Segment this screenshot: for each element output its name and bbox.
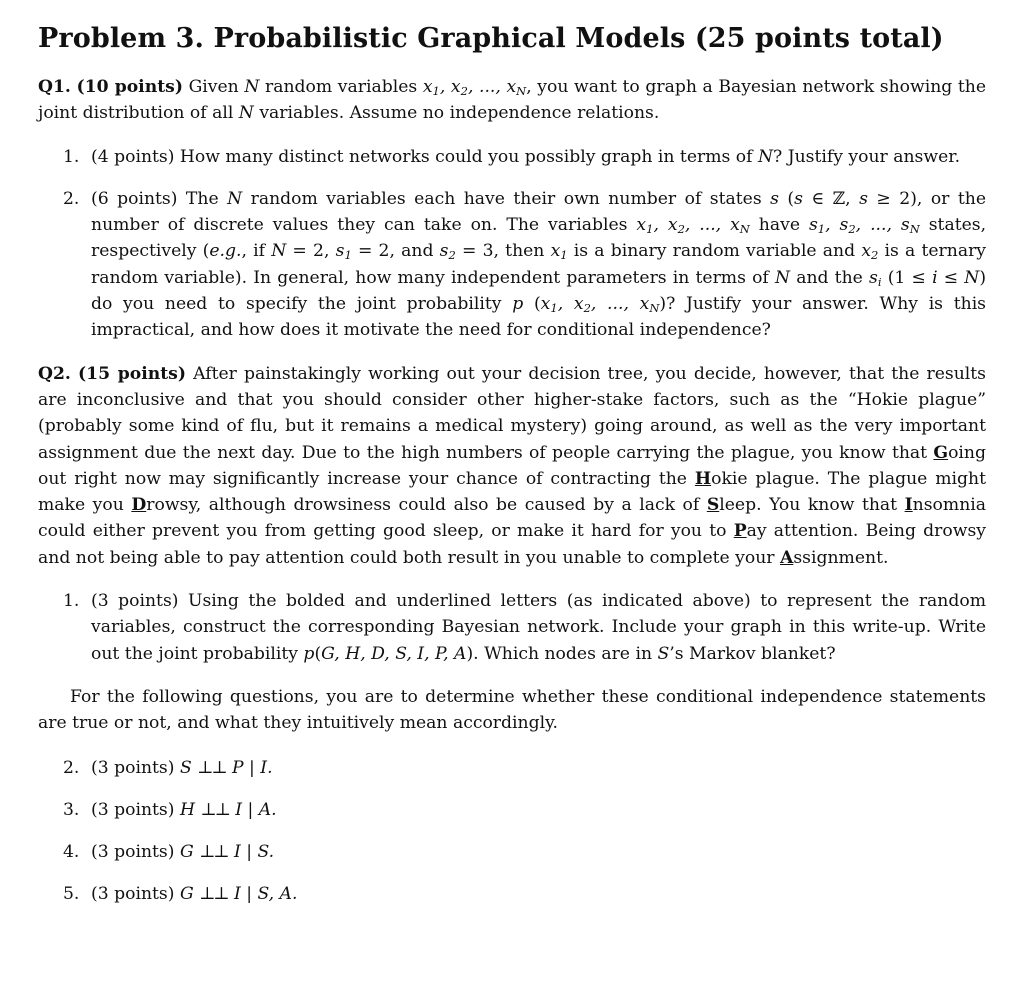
statement-item: 4. (3 points) G ⊥⊥ I | S.	[63, 842, 275, 863]
var-a-letter: A	[779, 547, 794, 568]
var-h-letter: H	[694, 468, 712, 489]
following-instructions: For the following questions, you are to determine whether these conditional independence statements are true or not, and what they intuitively mean accordingly.	[38, 686, 986, 734]
var-p-letter: P	[733, 521, 747, 542]
var-d-letter: D	[131, 495, 147, 516]
problem-page	[38, 22, 986, 908]
q1-item-1: 1. (4 points) How many distinct networks could you possibly graph in terms of N? Justify your answer.	[63, 146, 961, 167]
q2-subquestions	[38, 588, 986, 667]
independence-symbol: ⊥⊥	[193, 757, 229, 778]
q1-item-2: 2. (6 points) The N random variables each have their own number of states s (s ∈ ℤ, s ≥ 2), or the number of discrete values they can take on. The variables $x_1$, $x_2$, ..., $x_N$ have $s_1$, $s_2$, ..., $s_N$ states, respectively (e.g., if N = 2, $s_1 = 2$, and $s_2 = 3$, then $x_1$ is a binary random variable and $x_2$ is a ternary random variable). In general, how many independent parameters in terms of N and the $s_i$ (1 ≤ i ≤ N) do you need to specify the joint probability p ($x_1$, $x_2$, ..., $x_N$)? Justify your answer. Why is this impractical, and how does it motivate the need for conditional independence?	[63, 188, 987, 341]
q2-item-1: 1. (3 points) Using the bolded and underlined letters (as indicated above) to represent the random variables, construct the corresponding Bayesian network. Include your graph in this write-up. Write out the joint probability p(G, H, D, S, I, P, A). Which nodes are in S’s Markov blanket?	[63, 591, 986, 664]
statement-item: 5. (3 points) G ⊥⊥ I | S, A.	[63, 884, 298, 905]
independence-symbol: ⊥⊥	[196, 799, 233, 820]
q1-intro: Q1. (10 points) Given N random variables $x_1$, $x_2$, ..., $x_N$, you want to graph a Bayesian network showing the joint distribution of all N variables. Assume no independence relations.	[38, 77, 987, 124]
statement-item: 3. (3 points) H ⊥⊥ I | A.	[63, 799, 277, 820]
var-g-letter: G	[933, 442, 949, 463]
var-i-letter: I	[904, 495, 913, 516]
q1-points: (10 points)	[76, 77, 183, 97]
independence-statements	[38, 755, 986, 908]
q1-label: Q1.	[38, 77, 71, 97]
q2-label: Q2.	[38, 363, 71, 384]
q2-intro: Q2. (15 points) After painstakingly working out your decision tree, you decide, however, that the results are inconclusive and that you should consider other higher-stake factors, such as the “Hokie plague” (probably some kind of flu, but it remains a medical mystery) going around, as well as the very important assignment due the next day. Due to the high numbers of people carrying the plague, you know that Going out right now may significantly increase your chance of contracting the Hokie plague. The plague might make you Drowsy, although drowsiness could also be caused by a lack of Sleep. You know that Insomnia could either prevent you from getting good sleep, or make it hard for you to Pay attention. Being drowsy and not being able to pay attention could both result in you unable to complete your Assignment.	[38, 363, 987, 568]
q1-subquestions	[38, 144, 986, 344]
independence-symbol: ⊥⊥	[195, 884, 231, 905]
statement-item: 2. (3 points) S ⊥⊥ P | I.	[63, 757, 273, 778]
q2-points: (15 points)	[78, 363, 186, 384]
problem-title: Problem 3. Probabilistic Graphical Models (25 points total)	[38, 23, 944, 54]
independence-symbol: ⊥⊥	[195, 842, 231, 863]
var-s-letter: S	[706, 495, 720, 516]
